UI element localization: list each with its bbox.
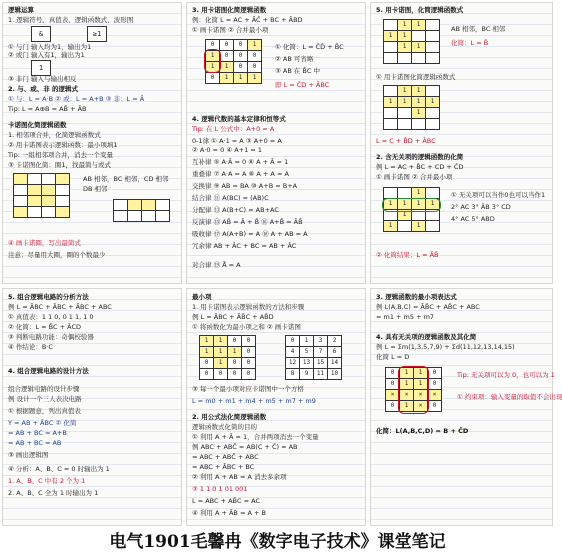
karnaugh-map: [13, 173, 70, 218]
note-line: ③ 1 1 0 1 01 001: [192, 485, 248, 493]
not-gate-symbol: 1: [31, 60, 51, 76]
notebook-page-6: [370, 288, 562, 526]
notebook-page-5: [186, 288, 366, 526]
note-line: 对合律 ⑲ Ā̄ = A: [192, 261, 241, 269]
note-line: 吸收律 ⑰ A(A+B) = A ⑱ A + AB = A: [192, 230, 308, 238]
note-line: 例 ABC + ABC̄ = AB(C + C̄) = AB: [192, 443, 298, 451]
notebook-page-2: [186, 2, 366, 284]
note-line: 即 L = C̄D + ĀBC: [275, 81, 330, 89]
notebook-page-4: [2, 288, 182, 526]
section-heading: 3. 用卡诺图化简逻辑函数: [192, 6, 267, 14]
grouping-loop: [398, 366, 429, 414]
note-line: 结合律 ⑪ A(BC) = (AB)C: [192, 194, 269, 202]
note-line: 例 L(A,B,C) = ĀB̄C + AB̄C + ABC: [376, 303, 480, 311]
note-line: ③ 每一个最小项对应卡诺图中一个方格: [192, 385, 304, 393]
note-line: 2. A、B、C 全为 1 时输出为 1: [8, 489, 99, 497]
note-line: 化简：L(A,B,C,D) = B + C̄D: [376, 427, 469, 435]
note-line: Tip: 在 L 公式中：A+0 = A: [192, 125, 275, 133]
note-line: 1. 相邻项合并，化简逻辑函数式: [8, 131, 101, 139]
note-line: 例 L = ĀBC + ĀB̄C + AB̄D: [192, 313, 274, 321]
section-heading: 2. 与、或、非 的逻辑式: [8, 85, 79, 93]
note-line: AB 相邻，BC 相邻，CD 相邻: [83, 175, 169, 183]
section-heading: 2. 用公式法化简逻辑函数: [192, 413, 267, 421]
section-heading: 2. 含无关项的逻辑函数的化简: [376, 153, 464, 161]
karnaugh-map: 0 1 3 2 4 5 7 6 12 13 15 14 8 9 11 10: [285, 335, 342, 380]
notebook-page-1: [2, 2, 182, 284]
section-heading: 3. 逻辑函数的最小项表达式: [376, 293, 457, 301]
note-line: ③ 非门 输入与输出相反: [8, 75, 77, 83]
note-line: ① 将函数化为最小项之和 ② 画卡诺图: [192, 323, 301, 331]
note-line: 1. 用卡诺图表示逻辑函数的方法和步骤: [192, 303, 305, 311]
note-line: 逻辑函数式化简的目的: [192, 423, 257, 431]
note-line: AB 相邻，BC 相邻: [451, 25, 506, 33]
note-line: = m1 + m5 + m7: [376, 313, 435, 321]
note-line: 例 设计一个三人表决电路: [8, 395, 82, 403]
grouping-loop: [204, 49, 221, 73]
note-line: ② A·0 = 0 ④ A+1 = 1: [192, 146, 262, 154]
note-line: = ABC + ĀBC + BC: [192, 463, 255, 471]
note-line: ① 真值表：1 1 0, 0 1 1, 1 0: [8, 313, 94, 321]
karnaugh-map: 1 1 1 1 1 1 1 1: [383, 187, 440, 232]
note-line: Tip: 一组相邻项合并，消去一个变量: [8, 151, 113, 159]
or-gate-symbol: ≥1: [87, 26, 107, 42]
section-heading: 最小项: [192, 293, 212, 301]
collage-caption: 电气1901毛馨冉《数字电子技术》课堂笔记: [109, 532, 446, 552]
note-line: 重叠律 ⑦ A·A = A ⑧ A + A = A: [192, 170, 289, 178]
section-heading: 5. 用卡诺图，化简逻辑函数式: [376, 6, 464, 14]
karnaugh-map: 0 0 0 1 1 0 0 0 1 1 0 0 0 1 1 1: [205, 39, 262, 84]
note-line: ① 根据题意，列出真值表: [8, 407, 81, 415]
note-line: ④ 利用 A + ĀB = A + B: [192, 509, 266, 517]
note-line: ① 用卡诺图化简逻辑函数式: [376, 73, 456, 81]
section-heading: 4. 逻辑代数的基本定律和恒等式: [192, 115, 286, 123]
karnaugh-map: 0 1 1 0 0 1 1 0 × × × × 0 1 × 0: [385, 367, 442, 412]
note-line: ① 无关项可以当作0也可以当作1: [451, 191, 546, 199]
note-line: 化简 L = D: [376, 353, 410, 361]
note-line: ① 画卡诺图 ② 合并最小项: [376, 173, 453, 181]
note-line: 组合逻辑电路的设计步骤: [8, 385, 80, 393]
note-line: Tip: 无关项可以为 0，也可以为 1: [457, 371, 555, 379]
note-line: ① 化简：L = C̄D̄ + B̄C: [275, 43, 344, 51]
note-line: 化简：L = B̄: [451, 39, 489, 47]
note-line: ① 与门 输入均为1，输出为1: [8, 43, 92, 51]
note-line: L = ABC + AB̄C = AC: [192, 497, 261, 505]
note-line: DB 相邻: [83, 185, 108, 193]
section-heading: 4. 组合逻辑电路的设计方法: [8, 367, 89, 375]
section-heading: 卡诺图化简逻辑函数: [8, 121, 67, 129]
note-line: ④ 分析：A、B、C = 0 时输出为 1: [8, 465, 110, 473]
karnaugh-map: 1 1 0 0 1 1 1 0 0 1 0 0 0 0 0 0: [199, 335, 256, 380]
note-line: ① 利用 A + Ā = 1，合并两项消去一个变量: [192, 433, 319, 441]
note-line: ③ AB 在 B̄C 中: [275, 67, 320, 75]
grouping-loop: [382, 198, 441, 212]
note-line: 0-1律 ① A·1 = A ③ A+0 = A: [192, 137, 282, 145]
note-line: = ABC + ABC̄ + ABC: [192, 453, 259, 461]
page-1-title: 逻辑运算: [8, 6, 34, 14]
note-line: 注意：尽量用大圈，圈的个数最少: [8, 251, 106, 259]
note-line: ① 画卡诺图 ② 合并最小项: [192, 26, 269, 34]
and-gate-symbol: &: [31, 26, 51, 42]
karnaugh-map: 1 1 1 1 1 1 1: [383, 85, 440, 130]
note-line: = AB + BC = A+B: [8, 429, 67, 437]
note-line: L = m0 + m1 + m4 + m5 + m7 + m9: [192, 397, 316, 405]
note-line: ② 或门 输入有1，输出为1: [8, 51, 85, 59]
section-heading: 5. 组合逻辑电路的分析方法: [8, 293, 89, 301]
note-line: 例：化简 L = AC + ĀC̄ + BC + ĀBD: [192, 16, 303, 24]
note-line: ① 约束项：输入变量的取值不会出现: [457, 393, 562, 401]
note-line: 反演律 ⑮ AB̄ = Ā + B̄ ⑯ A+B̄ = ĀB̄: [192, 218, 303, 226]
note-line: 1. 逻辑符号、真值表、逻辑函数式、波形图: [8, 16, 134, 24]
note-line: 例 L = AC + B̄C + CD + C̄D: [376, 163, 464, 171]
note-line: ③ 判断电路功能：奇偶校验器: [8, 333, 94, 341]
note-line: ② 用卡诺图表示逻辑函数：最小项填1: [8, 141, 118, 149]
karnaugh-map: 1 1 1 1 1 1: [383, 19, 440, 64]
note-line: 交换律 ⑨ AB = BA ⑩ A+B = B+A: [192, 182, 298, 190]
section-heading: 4. 具有无关项的逻辑函数及其化简: [376, 333, 477, 341]
note-line: ② 利用 A + AB = A 消去多余项: [192, 473, 287, 481]
note-line: ③ 画出逻辑图: [8, 451, 49, 459]
note-line: 分配律 ⑬ A(B+C) = AB+AC: [192, 206, 279, 214]
note-line: L = C + B̄D + ĀBC: [376, 137, 436, 145]
note-line: = AB + BC = AB: [8, 439, 62, 447]
note-line: 4° AC 5° ABD: [451, 215, 495, 223]
note-line: 冗余律 AB + ĀC + BC = AB + ĀC: [192, 242, 297, 250]
note-line: 2° AC 3° ĀB 3° CD: [451, 203, 511, 211]
note-line: Y = AB + ĀBC ② 化简: [8, 419, 77, 427]
notebook-page-3: [370, 2, 553, 284]
karnaugh-map: [113, 199, 170, 222]
note-line: ④ 作结论：B·C: [8, 343, 53, 351]
note-line: 例 L = Σm(1,3,5,7,9) + Σd(11,12,13,14,15): [376, 343, 515, 351]
note-line: ② 化简结果：L = ĀB̄: [376, 251, 439, 259]
note-line: ① 与：L = A·B ② 或：L = A+B ③ 非：L = Ā: [8, 95, 145, 103]
note-line: Tip: L = A⊕B = AB̄ + ĀB: [8, 105, 87, 113]
note-line: 1. A、B、C 中有 2 个为 1: [8, 477, 86, 485]
note-line: ② AB 可省略: [275, 55, 314, 63]
note-line: ④ 画卡诺圈，写出最简式: [8, 239, 81, 247]
note-line: 例 L = ĀBC + ĀBC + ĀBC + ABC: [8, 303, 112, 311]
note-line: ② 化简：L = B̄C + ĀCD: [8, 323, 82, 331]
note-line: 互补律 ⑤ A·Ā = 0 ⑥ A + Ā = 1: [192, 158, 289, 166]
note-line: ③ 卡诺图化简：圈1，找最简与或式: [8, 161, 112, 169]
